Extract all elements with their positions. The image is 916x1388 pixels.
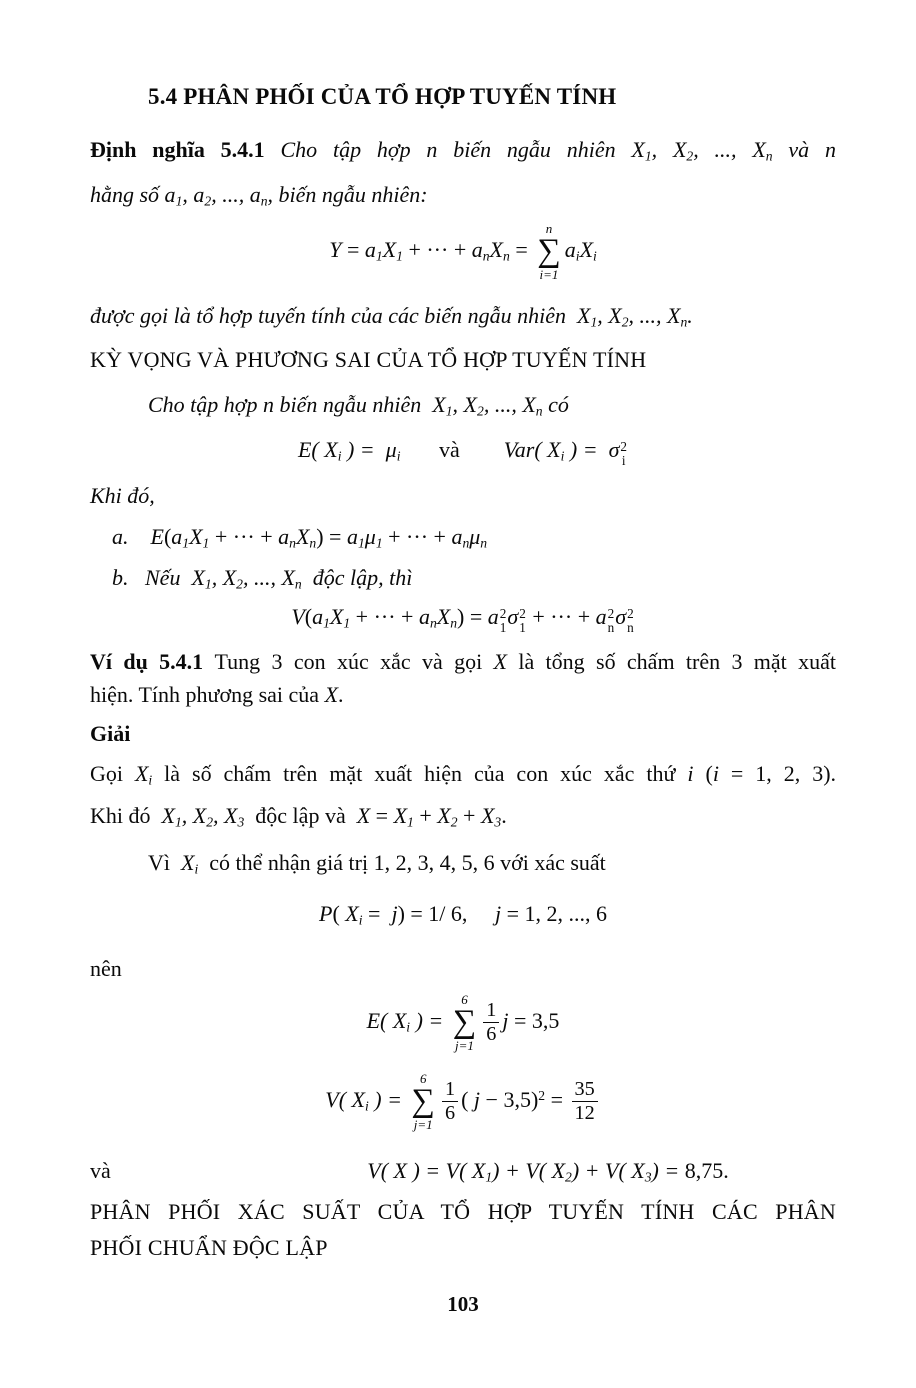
item-a-formula: a. $E(a_1X_1$ + ··· + $a_nX_n) = a_1\mu_1$ + ··· + $a_n\mu_n$	[112, 524, 488, 551]
definition-line-2: hằng số $a_1$, $a_2$, ..., $a_n$, biến ngẫu nhiên:	[90, 182, 428, 209]
definition-line-1: Định nghĩa 5.4.1 Cho tập hợp n biến ngẫu nhiên $X_1$, $X_2$, ..., $X_n$ và n	[90, 137, 836, 164]
example-line-2: hiện. Tính phương sai của X.	[90, 682, 344, 707]
and-label: và	[90, 1158, 111, 1183]
example-line-1: Ví dụ 5.4.1 Tung 3 con xúc xắc và gọi X là tổng số chấm trên 3 mặt xuất	[90, 649, 836, 674]
expectation-variance-heading: KỲ VỌNG VÀ PHƯƠNG SAI CỦA TỔ HỢP TUYẾN TÍNH	[90, 347, 647, 372]
normal-distribution-heading-line-2: PHỐI CHUẨN ĐỘC LẬP	[90, 1235, 328, 1260]
solution-label: Giải	[90, 721, 131, 746]
variance-total-row	[90, 1158, 916, 1184]
formula-mean-variance: E( $X_i$ ) = $\mu_i$ và Var( $X_i$ ) = σ 2 i	[297, 437, 628, 469]
definition-conclusion: được gọi là tổ hợp tuyến tính của các biến ngẫu nhiên $X_1$, $X_2$, ..., $X_n$.	[90, 303, 693, 330]
formula-variance-sum: V( $X_i$ ) = 6 ∑ j=1 $\frac{1}{6}$ ( j − 3,5)$^2$ = $\frac{35}{12}$	[90, 1072, 836, 1132]
item-b-condition: b. Nếu $X_1$, $X_2$, ..., $X_n$ độc lập, thì	[112, 565, 413, 592]
so-label: nên	[90, 956, 122, 981]
solution-line-1: Gọi $X_i$ là số chấm trên mặt xuất hiện của con xúc xắc thứ i (i = 1, 2, 3).	[90, 761, 837, 788]
formula-expectation-sum: E( $X_i$ ) = 6 ∑ j=1 $\frac{1}{6}$ j = 3,5	[366, 992, 560, 1053]
formula-variance-total: V( X ) = V( $X_1) + V$( $X_2) + V$( $X_3) = 8,75$.	[367, 1158, 729, 1185]
formula-linear-combination: $Y = a_1X_1$ + ··· + $a_nX_n$ = n ∑ i=1 $a_iX_i$	[329, 221, 597, 282]
normal-distribution-heading-line-1: PHÂN PHỐI XÁC SUẤT CỦA TỔ HỢP TUYẾN TÍNH CÁC PHÂN	[90, 1199, 836, 1224]
given-variables-line: Cho tập hợp n biến ngẫu nhiên $X_1$, $X_2$, ..., $X_n$ có	[148, 392, 569, 419]
formula-probability: P( $X_i = j) = 1/$ 6, j = 1, 2, ..., 6	[319, 901, 607, 928]
page-number: 103	[447, 1292, 479, 1316]
section-title: 5.4 PHÂN PHỐI CỦA TỔ HỢP TUYẾN TÍNH	[148, 84, 617, 109]
solution-line-3: Vì $X_i$ có thể nhận giá trị 1, 2, 3, 4, 5, 6 với xác suất	[148, 850, 606, 877]
solution-line-2: Khi đó $X_1$, $X_2$, $X_3$ độc lập và $X = X_1 + X_2 + X_3$.	[90, 803, 507, 830]
then-label: Khi đó,	[90, 483, 155, 508]
formula-variance-combination: $V(a_1X_1$ + ··· + $a_nX_n) = a$ 2 1 σ 2 1 + ··· + a 2 n σ 2 n	[291, 604, 634, 636]
